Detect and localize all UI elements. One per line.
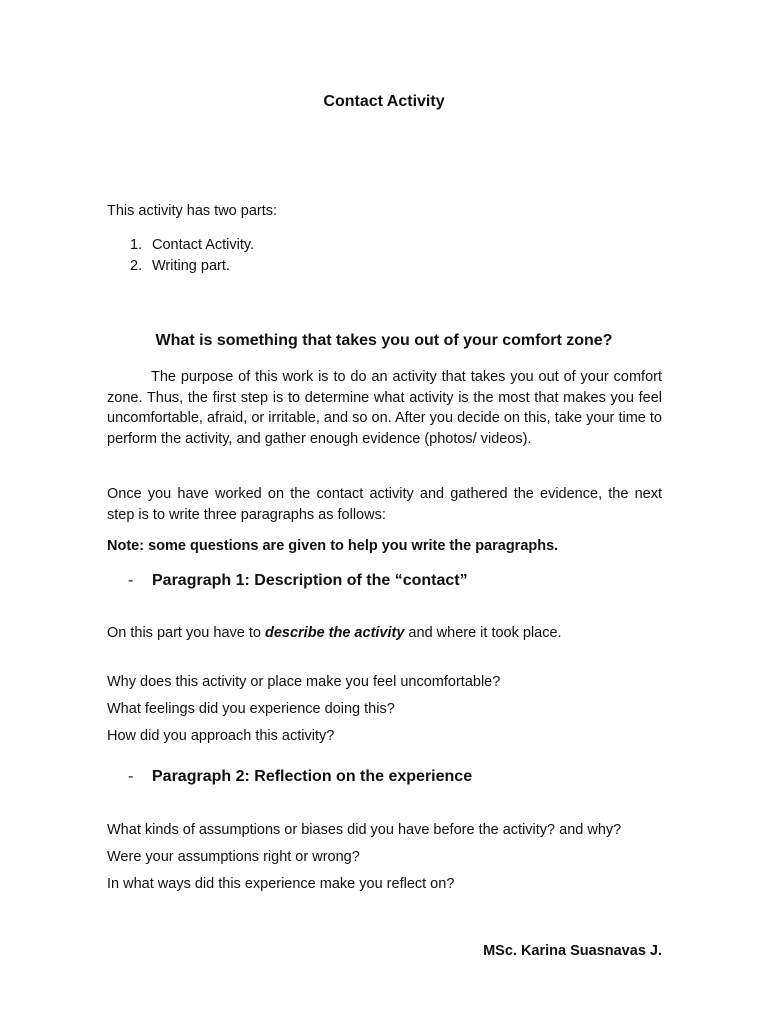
- question-line: In what ways did this experience make you reflect on?: [107, 876, 455, 892]
- question-line: What kinds of assumptions or biases did you have before the activity? and why?: [107, 822, 622, 838]
- list-label: Writing part.: [152, 258, 230, 274]
- bullet-dash: -: [128, 768, 134, 785]
- section-heading: What is something that takes you out of your comfort zone?: [155, 332, 613, 349]
- list-label: Contact Activity.: [152, 237, 255, 253]
- paragraph-2-title: Paragraph 2: Reflection on the experience: [152, 768, 473, 785]
- question-line: What feelings did you experience doing this?: [107, 701, 395, 717]
- question-line: How did you approach this activity?: [107, 728, 335, 744]
- paragraph-1-title: Paragraph 1: Description of the “contact”: [152, 572, 468, 589]
- emphasis-text: describe the activity: [264, 625, 405, 641]
- paragraph-2-heading: [128, 768, 472, 786]
- list-number: 2.: [130, 258, 143, 274]
- parts-list: [130, 235, 254, 277]
- instructions-paragraph: Once you have worked on the contact activity and gathered the evidence, the next step is to write three paragraphs as follows:: [107, 486, 662, 523]
- paragraph-1-heading: [128, 572, 468, 590]
- list-item: [130, 256, 254, 277]
- paragraph-1-intro: [107, 625, 562, 641]
- page-title: Contact Activity: [323, 93, 445, 110]
- intro-text-before: On this part you have to: [107, 625, 265, 641]
- note-text: Note: some questions are given to help you write the paragraphs.: [107, 538, 559, 554]
- bullet-dash: -: [128, 572, 134, 589]
- list-number: 1.: [130, 237, 143, 253]
- intro-text: This activity has two parts:: [107, 203, 278, 219]
- list-item: [130, 235, 254, 256]
- intro-text-after: and where it took place.: [404, 625, 562, 641]
- question-line: Why does this activity or place make you feel uncomfortable?: [107, 674, 501, 690]
- question-line: Were your assumptions right or wrong?: [107, 849, 360, 865]
- purpose-paragraph: The purpose of this work is to do an activity that takes you out of your comfort zone. Thus, the first step is to determine what activity is the most that makes you feel uncomfortable, afraid, or irritable, and so on. After you decide on this, take your time to perform the activity, and gather enough evidence (photos/ videos).: [107, 369, 662, 447]
- author-signature: MSc. Karina Suasnavas J.: [483, 943, 662, 959]
